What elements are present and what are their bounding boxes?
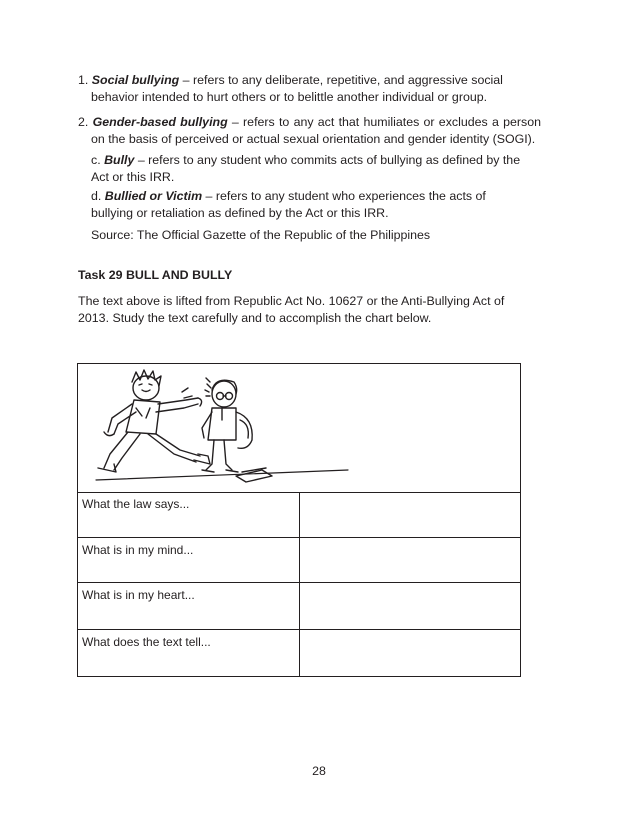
- definition-text: – refers to any student who commits acts of bullying as defined by the Act or this IRR.: [91, 153, 521, 184]
- page-number: 28: [312, 764, 326, 778]
- bullying-illustration: [86, 368, 356, 490]
- definition-gender-based-bullying: [78, 114, 541, 148]
- definition-letter: c.: [91, 153, 105, 167]
- bullying-illustration-cell: [78, 364, 520, 493]
- definition-bullied-or-victim: [91, 188, 528, 222]
- definition-social-bullying: [78, 72, 541, 106]
- row-label-cell: [78, 492, 300, 537]
- definition-term: Bully: [104, 153, 135, 167]
- row-label: What does the text tell...: [82, 635, 211, 649]
- row-label-cell: [78, 630, 300, 676]
- definition-bully: [91, 152, 528, 186]
- answer-cell[interactable]: [300, 630, 520, 676]
- row-label-cell: [78, 583, 300, 629]
- answer-cell[interactable]: [300, 538, 520, 582]
- response-chart: [77, 363, 521, 677]
- definition-term: Social bullying: [91, 73, 180, 87]
- row-label-cell: [78, 538, 300, 582]
- row-label: What the law says...: [82, 497, 190, 511]
- chart-row: [78, 583, 520, 630]
- chart-row: [78, 492, 520, 538]
- source-citation: Source: The Official Gazette of the Republic of the Philippines: [91, 228, 431, 242]
- definition-text: – refers to any deliberate, repetitive, and aggressive social behavior intended to hurt others or to belittle another individual or group.: [91, 73, 503, 104]
- row-label: What is in my mind...: [82, 543, 194, 557]
- definition-number: 1.: [78, 73, 92, 87]
- task-title: Task 29 BULL AND BULLY: [78, 268, 233, 282]
- row-label: What is in my heart...: [82, 588, 195, 602]
- definition-term: Gender-based bullying: [92, 115, 228, 129]
- definition-text: – refers to any act that humiliates or excludes a person on the basis of perceived or actual sexual orientation and gender identity (SOGI).: [91, 115, 541, 146]
- task-instructions: The text above is lifted from Republic Act No. 10627 or the Anti-Bullying Act of 2013. Study the text carefully and to accomplish the chart below.: [78, 294, 505, 325]
- definition-term: Bullied or Victim: [104, 189, 203, 203]
- definition-number: 2.: [78, 115, 93, 129]
- chart-row: [78, 630, 520, 676]
- answer-cell[interactable]: [300, 583, 520, 629]
- answer-cell[interactable]: [300, 492, 520, 537]
- definition-text: – refers to any student who experiences the acts of bullying or retaliation as defined by the Act or this IRR.: [91, 189, 486, 220]
- chart-row: [78, 538, 520, 583]
- definition-letter: d.: [91, 189, 105, 203]
